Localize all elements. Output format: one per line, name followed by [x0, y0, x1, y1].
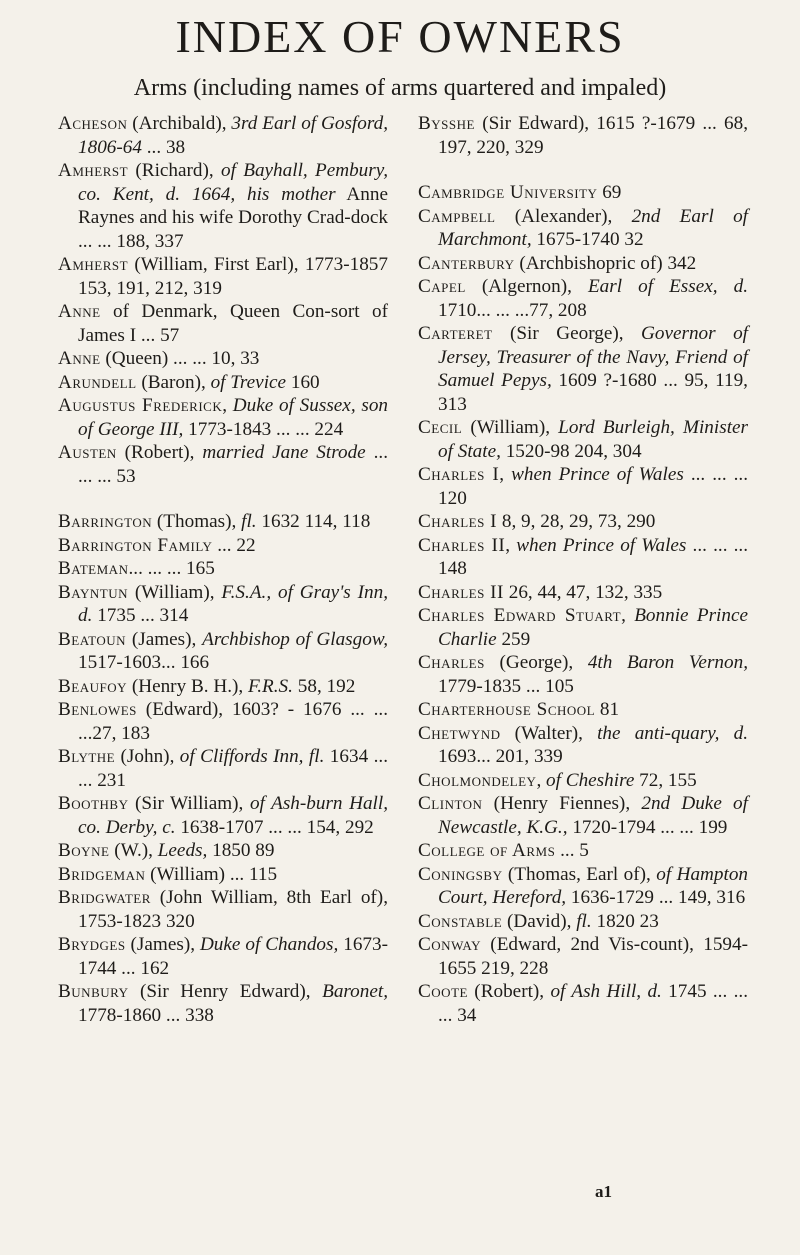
- entry-description: Lord Burleigh, Minister of State,: [438, 417, 749, 462]
- entry-name: Charles Edward Stuart: [418, 605, 622, 626]
- entry-name: Conway: [418, 934, 481, 955]
- index-entry: [58, 886, 388, 933]
- index-entry: [58, 253, 388, 300]
- index-entry: [418, 322, 748, 416]
- entry-text: ... ...: [128, 558, 167, 579]
- index-entry: [418, 604, 748, 651]
- entry-name: Cecil: [418, 417, 463, 438]
- index-entry: [418, 722, 748, 769]
- entry-name: Benlowes: [58, 699, 137, 720]
- entry-page-refs: ... 10, 33: [192, 348, 260, 369]
- entry-text: ,: [222, 395, 233, 416]
- entry-description: of Cheshire: [546, 769, 635, 791]
- index-entry: [58, 441, 388, 488]
- index-entry: [58, 839, 388, 863]
- entry-name: Constable: [418, 910, 503, 932]
- index-entry: [58, 300, 388, 347]
- entry-text: (Sir William),: [128, 793, 250, 814]
- entry-description: fl.: [576, 910, 592, 932]
- entry-name: Chetwynd: [418, 722, 501, 744]
- index-entry: [418, 416, 748, 463]
- index-entry: [58, 792, 388, 839]
- entry-page-refs: 320: [165, 910, 195, 932]
- entry-description: 2nd Earl of Marchmont,: [438, 205, 748, 250]
- entry-text: (David),: [502, 910, 577, 932]
- page-subtitle: Arms (including names of arms quartered and impaled): [133, 75, 667, 101]
- entry-name: Charles I: [418, 464, 500, 485]
- entry-description: of Ash-burn Hall, co. Derby, c.: [78, 793, 388, 838]
- entry-page-refs: 1773-1843 ... ... 224: [183, 418, 344, 440]
- entry-page-refs: 5: [579, 840, 589, 861]
- index-entry: [418, 910, 748, 934]
- entry-text: (John William, 8th Earl of), 1753-1823: [78, 887, 388, 932]
- entry-text: (Robert),: [467, 981, 551, 1002]
- entry-name: Bateman: [58, 558, 129, 579]
- entry-text: (Henry B. H.),: [127, 675, 248, 697]
- index-entry: [58, 933, 388, 980]
- entry-name: Anne: [58, 301, 101, 322]
- entry-text: (James),: [125, 934, 200, 955]
- index-entry: [418, 792, 748, 839]
- index-entry: [418, 252, 748, 276]
- index-entry: [418, 581, 748, 605]
- entry-name: Beaufoy: [58, 675, 128, 697]
- entry-name: Bridgwater: [58, 887, 151, 908]
- entry-name: Charles I: [418, 511, 498, 532]
- index-entry: [58, 112, 388, 159]
- left-column: [58, 112, 388, 1027]
- entry-page-refs: 342: [667, 252, 697, 274]
- entry-text: (Sir Edward), 1615 ?-1679 ...: [474, 113, 725, 134]
- entry-text: (William) ...: [145, 863, 250, 885]
- entry-text: ...: [212, 534, 237, 556]
- index-entry: [58, 534, 388, 558]
- entry-name: Beatoun: [58, 628, 127, 650]
- entry-page-refs: 58, 192: [292, 675, 356, 697]
- index-entry: [418, 510, 748, 534]
- entry-description: of Ash Hill, d.: [550, 981, 662, 1002]
- entry-description: the anti-quary, d.: [597, 722, 749, 744]
- entry-description: of Trevice: [210, 371, 287, 393]
- index-entry: [58, 698, 388, 745]
- entry-name: Canterbury: [418, 252, 515, 274]
- entry-page-refs: Anne Raynes and his wife Dorothy Crad-dock ... ... 188, 337: [78, 183, 388, 252]
- index-entry: [418, 839, 748, 863]
- entry-page-refs: ... ... ... 120: [438, 464, 749, 509]
- entry-page-refs: 219, 228: [481, 957, 549, 979]
- entry-page-refs: 1609 ?-1680 ... 95, 119, 313: [438, 370, 748, 415]
- entry-name: Charles II: [418, 534, 506, 556]
- entry-page-refs: 1693... 201, 339: [438, 746, 563, 767]
- entry-name: Arundell: [58, 371, 137, 393]
- entry-page-refs: 1710... ... ...77, 208: [438, 299, 587, 321]
- entry-page-refs: ... ...27, 183: [78, 699, 388, 744]
- entry-text: ,: [499, 464, 512, 485]
- entry-text: (George),: [484, 652, 588, 673]
- index-entry: [418, 534, 748, 581]
- entry-description: 3rd Earl of Gosford, 1806-64: [78, 113, 388, 158]
- entry-text: (Edward), 1603? - 1676 ...: [136, 699, 374, 720]
- index-entry: [418, 863, 748, 910]
- entry-name: Capel: [418, 276, 466, 297]
- entry-description: Earl of Essex, d.: [587, 276, 748, 297]
- entry-text: (William, First Earl), 1773-1857: [128, 254, 388, 275]
- entry-page-refs: ... ... ... 53: [78, 442, 388, 487]
- entry-name: Bayntun: [58, 581, 128, 603]
- entry-name: Blythe: [58, 746, 116, 767]
- entry-description: 2nd Duke of Newcastle, K.G.,: [438, 793, 748, 838]
- entry-name: College of Arms: [418, 840, 556, 861]
- entry-text: ,: [621, 605, 635, 626]
- entry-text: (Sir George),: [492, 323, 641, 344]
- index-entry: [418, 933, 748, 980]
- entry-page-refs: 1745 ... ... ... 34: [438, 981, 748, 1026]
- entry-text: ...: [555, 840, 580, 861]
- entry-page-refs: 1850 89: [207, 840, 275, 861]
- entry-page-refs: 68, 197, 220, 329: [438, 113, 748, 158]
- entry-description: Governor of Jersey, Treasurer of the Navy, Friend of Samuel Pepys,: [438, 323, 748, 391]
- index-entry: [58, 347, 388, 371]
- entry-name: Charles: [418, 652, 485, 673]
- entry-page-refs: 72, 155: [634, 769, 697, 791]
- entry-name: Amherst: [58, 160, 129, 181]
- index-entry: [58, 628, 388, 675]
- entry-name: Carteret: [418, 323, 493, 344]
- entry-text: (W.),: [109, 840, 158, 861]
- entry-page-refs: 1673-1744 ... 162: [78, 934, 388, 979]
- entry-name: Acheson: [58, 113, 128, 134]
- entry-page-refs: 81: [599, 699, 620, 720]
- index-entry: [58, 510, 388, 534]
- entry-page-refs: 259: [496, 628, 531, 650]
- entry-text: (Archbishopric of): [514, 252, 668, 274]
- entry-page-refs: 1632 114, 118: [256, 511, 371, 532]
- entry-page-refs: 1675-1740 32: [531, 229, 644, 250]
- entry-name: Coningsby: [418, 863, 503, 885]
- entry-text: (Algernon),: [465, 276, 588, 297]
- entry-page-refs: 1778-1860 ... 338: [78, 1004, 214, 1026]
- entry-page-refs: 26, 44, 47, 132, 335: [508, 581, 663, 603]
- entry-page-refs: 1735 ... 314: [92, 605, 189, 626]
- entry-name: Bunbury: [58, 981, 129, 1002]
- entry-text: ,: [536, 769, 547, 791]
- index-entry: [58, 557, 388, 581]
- index-entry: [418, 698, 748, 722]
- index-entry: [418, 651, 748, 698]
- entry-name: Charterhouse School: [418, 699, 596, 720]
- entry-text: (Baron),: [136, 371, 211, 393]
- index-entry: [58, 394, 388, 441]
- index-entry: [58, 371, 388, 395]
- right-column: [418, 112, 748, 1027]
- entry-page-refs: 1720-1794 ... ... 199: [567, 816, 728, 838]
- index-entry: [418, 463, 748, 510]
- entry-text: (John),: [115, 746, 180, 767]
- entry-name: Charles II: [418, 581, 504, 603]
- entry-page-refs: 115: [249, 863, 278, 885]
- entry-name: Boothby: [58, 793, 129, 814]
- entry-text: (Queen) ...: [100, 348, 193, 369]
- entry-name: Bridgeman: [58, 863, 146, 885]
- entry-name: Anne: [58, 348, 101, 369]
- index-entry: [418, 769, 748, 793]
- entry-page-refs: 153, 191, 212, 319: [78, 277, 222, 299]
- entry-description: F.S.A., of Gray's Inn, d.: [78, 581, 388, 626]
- entry-description: when Prince of Wales: [516, 534, 687, 556]
- entry-name: Augustus Frederick: [58, 395, 223, 416]
- entry-description: Leeds,: [157, 840, 208, 861]
- entry-description: Bonnie Prince Charlie: [438, 605, 749, 650]
- entry-name: Clinton: [418, 793, 483, 814]
- entry-name: Amherst: [58, 254, 129, 275]
- index-entry: [58, 745, 388, 792]
- entry-description: of Cliffords Inn, fl.: [179, 746, 325, 767]
- entry-page-refs: ... ... ... 148: [438, 534, 749, 579]
- entry-page-refs: ... 165: [166, 558, 215, 579]
- entry-page-refs: 69: [602, 182, 622, 203]
- entry-text: (William),: [462, 417, 559, 438]
- entry-name: Campbell: [418, 205, 496, 227]
- entry-page-refs: 1634 ... ... 231: [78, 746, 388, 791]
- entry-name: Coote: [418, 981, 468, 1002]
- index-entry: [58, 675, 388, 699]
- entry-description: 4th Baron Vernon,: [587, 652, 748, 673]
- entry-page-refs: 1638-1707 ... ... 154, 292: [175, 816, 374, 838]
- entry-text: (Walter),: [500, 722, 598, 744]
- entry-text: (James),: [126, 628, 203, 650]
- entry-page-refs: 160: [286, 371, 320, 393]
- entry-name: Austen: [58, 442, 117, 463]
- entry-page-refs: 1636-1729 ... 149, 316: [566, 887, 746, 908]
- entry-text: (Richard),: [128, 160, 221, 181]
- entry-text: ,: [505, 534, 517, 556]
- entry-text: (Archibald),: [127, 113, 232, 134]
- index-entry: [418, 275, 748, 322]
- index-entry: [418, 205, 748, 252]
- entry-description: of Bayhall, Pembury, co. Kent, d. 1664, his mother: [78, 160, 388, 205]
- entry-text: (Alexander),: [495, 205, 632, 227]
- entry-page-refs: ... 38: [141, 136, 186, 158]
- page-folio: a1: [595, 1182, 612, 1201]
- entry-text: (Robert),: [116, 442, 203, 463]
- index-entry: [418, 181, 748, 205]
- entry-text: (Henry Fiennes),: [482, 793, 642, 814]
- entry-description: when Prince of Wales: [511, 464, 684, 485]
- entry-text: (William),: [128, 581, 222, 603]
- entry-description: F.R.S.: [248, 675, 293, 697]
- entry-page-refs: 1820 23: [591, 910, 659, 932]
- entry-text: of Denmark, Queen Con-sort of James I: [78, 301, 388, 346]
- entry-page-refs: 1779-1835 ... 105: [438, 675, 574, 697]
- entry-page-refs: ... 57: [140, 324, 180, 346]
- entry-name: Barrington: [58, 511, 153, 532]
- entry-name: Brydges: [58, 934, 126, 955]
- index-entry: [58, 980, 388, 1027]
- entry-text: (Thomas),: [152, 511, 242, 532]
- index-entry: [58, 159, 388, 253]
- entry-name: Barrington Family: [58, 534, 213, 556]
- entry-description: Duke of Chandos,: [199, 934, 339, 955]
- page-title: INDEX OF OWNERS: [175, 11, 625, 62]
- entry-name: Cambridge University: [418, 182, 598, 203]
- entry-name: Boyne: [58, 840, 110, 861]
- entry-text: (Thomas, Earl of),: [502, 863, 657, 885]
- entry-page-refs: 22: [236, 534, 256, 556]
- entry-description: Archbishop of Glasgow,: [202, 628, 388, 650]
- entry-page-refs: 1520-98 204, 304: [500, 440, 642, 462]
- entry-text: (Edward, 2nd Vis-count), 1594-1655: [438, 934, 748, 979]
- entry-name: Bysshe: [418, 113, 475, 134]
- entry-description: fl.: [241, 511, 257, 532]
- entry-description: married Jane Strode: [202, 442, 366, 463]
- entry-page-refs: 1517-1603... 166: [78, 652, 210, 673]
- index-entry: [418, 980, 748, 1027]
- entry-text: (Sir Henry Edward),: [128, 981, 323, 1002]
- entry-description: Duke of Sussex, son of George III,: [78, 395, 389, 440]
- index-entry: [58, 581, 388, 628]
- entry-page-refs: 8, 9, 28, 29, 73, 290: [501, 511, 656, 532]
- index-entry: [418, 112, 748, 159]
- entry-name: Cholmondeley: [418, 769, 537, 791]
- index-entry: [58, 863, 388, 887]
- entry-description: of Hampton Court, Hereford,: [438, 863, 748, 908]
- entry-description: Baronet,: [322, 981, 388, 1002]
